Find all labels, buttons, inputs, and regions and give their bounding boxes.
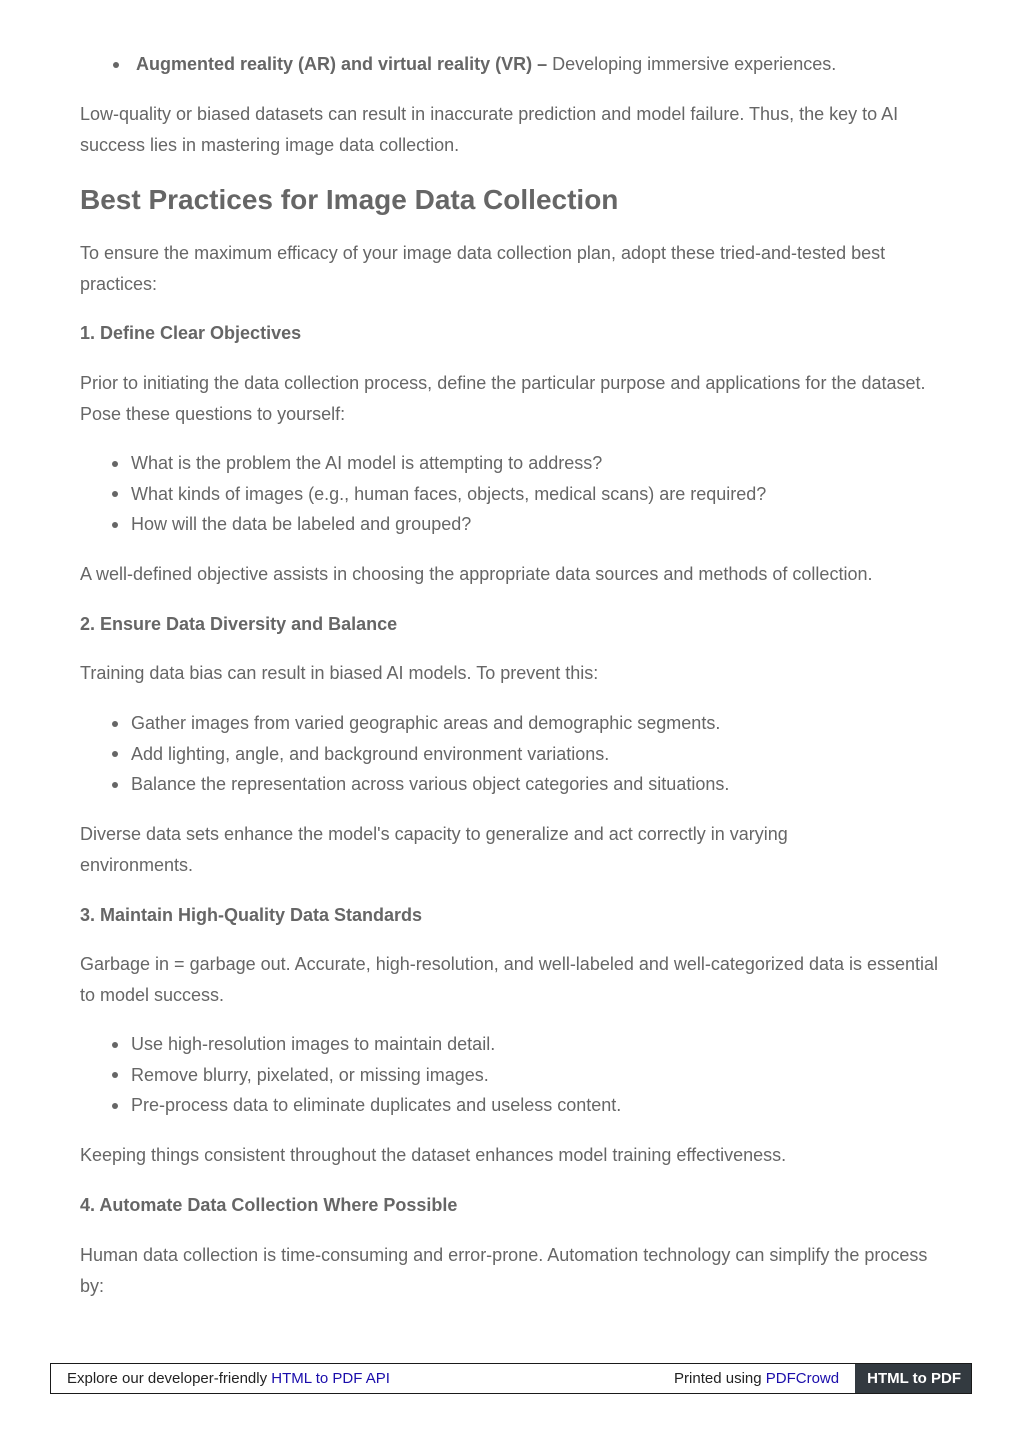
intro-paragraph: Low-quality or biased datasets can result in inaccurate prediction and model failure. Thus, the key to AI success lies in mastering image data collection. bbox=[80, 104, 899, 155]
subheading-automate: 4. Automate Data Collection Where Possible bbox=[80, 1195, 458, 1215]
html-to-pdf-api-link[interactable]: HTML to PDF API bbox=[271, 1370, 390, 1387]
subheading-quality: 3. Maintain High-Quality Data Standards bbox=[80, 905, 423, 925]
list-item bbox=[80, 1029, 621, 1060]
list-item bbox=[80, 448, 766, 479]
automate-paragraph: Human data collection is time-consuming and error-prone. Automation technology can simplify the process by: bbox=[80, 1245, 928, 1296]
list-item-text: Developing immersive experiences. bbox=[547, 54, 837, 74]
bullet-icon bbox=[112, 721, 118, 727]
list-item-text: Pre-process data to eliminate duplicates and useless content. bbox=[131, 1095, 622, 1115]
list-item-bold: Augmented reality (AR) and virtual reality (VR) – bbox=[136, 54, 548, 74]
quality-list bbox=[80, 1029, 621, 1121]
html-to-pdf-button[interactable]: HTML to PDF bbox=[855, 1364, 971, 1393]
quality-paragraph: Garbage in = garbage out. Accurate, high-resolution, and well-labeled and well-categorized data is essential to model success. bbox=[80, 954, 939, 1005]
list-item bbox=[80, 479, 766, 510]
objectives-summary: A well-defined objective assists in choosing the appropriate data sources and methods of collection. bbox=[80, 564, 873, 584]
list-item bbox=[80, 1090, 621, 1121]
list-item-text: Remove blurry, pixelated, or missing images. bbox=[131, 1064, 489, 1085]
list-item bbox=[80, 739, 729, 770]
bullet-icon bbox=[112, 491, 118, 497]
list-item bbox=[80, 1060, 621, 1091]
bullet-icon bbox=[112, 782, 118, 788]
footer-explore-text: Explore our developer-friendly bbox=[67, 1370, 272, 1387]
subheading-objectives: 1. Define Clear Objectives bbox=[80, 323, 302, 343]
bullet-icon bbox=[112, 1072, 118, 1078]
diversity-list bbox=[80, 708, 729, 800]
diversity-summary: Diverse data sets enhance the model's capacity to generalize and act correctly in varying environments. bbox=[80, 824, 788, 875]
list-item-text: What is the problem the AI model is attempting to address? bbox=[131, 453, 603, 473]
bullet-icon bbox=[113, 62, 119, 68]
objectives-paragraph: Prior to initiating the data collection process, define the particular purpose and applications for the dataset. Pose these questions to yourself: bbox=[80, 373, 926, 424]
footer-explore bbox=[51, 1370, 674, 1387]
list-item-text: Add lighting, angle, and background environment variations. bbox=[131, 743, 610, 764]
pdfcrowd-link[interactable]: PDFCrowd bbox=[765, 1370, 840, 1387]
quality-summary: Keeping things consistent throughout the dataset enhances model training effectiveness. bbox=[80, 1145, 787, 1165]
bullet-icon bbox=[112, 461, 118, 467]
list-item bbox=[80, 49, 836, 80]
diversity-paragraph: Training data bias can result in biased AI models. To prevent this: bbox=[80, 663, 599, 683]
list-item bbox=[80, 509, 766, 540]
list-item-text: What kinds of images (e.g., human faces, objects, medical scans) are required? bbox=[131, 483, 767, 504]
list-item-text: Use high-resolution images to maintain detail. bbox=[131, 1034, 496, 1054]
list-item bbox=[80, 708, 729, 739]
intro-list bbox=[80, 49, 836, 80]
bullet-icon bbox=[112, 522, 118, 528]
objectives-list bbox=[80, 448, 766, 540]
list-item bbox=[80, 769, 729, 800]
subheading-diversity: 2. Ensure Data Diversity and Balance bbox=[80, 614, 398, 634]
footer-printed bbox=[674, 1370, 855, 1387]
list-item-text: Balance the representation across various object categories and situations. bbox=[131, 774, 730, 794]
bullet-icon bbox=[112, 1103, 118, 1109]
list-item-text: Gather images from varied geographic areas and demographic segments. bbox=[131, 713, 721, 733]
list-item-text: How will the data be labeled and grouped? bbox=[131, 514, 472, 534]
footer-printed-text: Printed using bbox=[674, 1370, 766, 1387]
section-intro: To ensure the maximum efficacy of your image data collection plan, adopt these tried-and-tested best practices: bbox=[80, 243, 886, 294]
pdf-footer-banner bbox=[50, 1363, 972, 1394]
section-heading: Best Practices for Image Data Collection bbox=[80, 184, 619, 215]
bullet-icon bbox=[112, 1042, 118, 1048]
bullet-icon bbox=[112, 751, 118, 757]
